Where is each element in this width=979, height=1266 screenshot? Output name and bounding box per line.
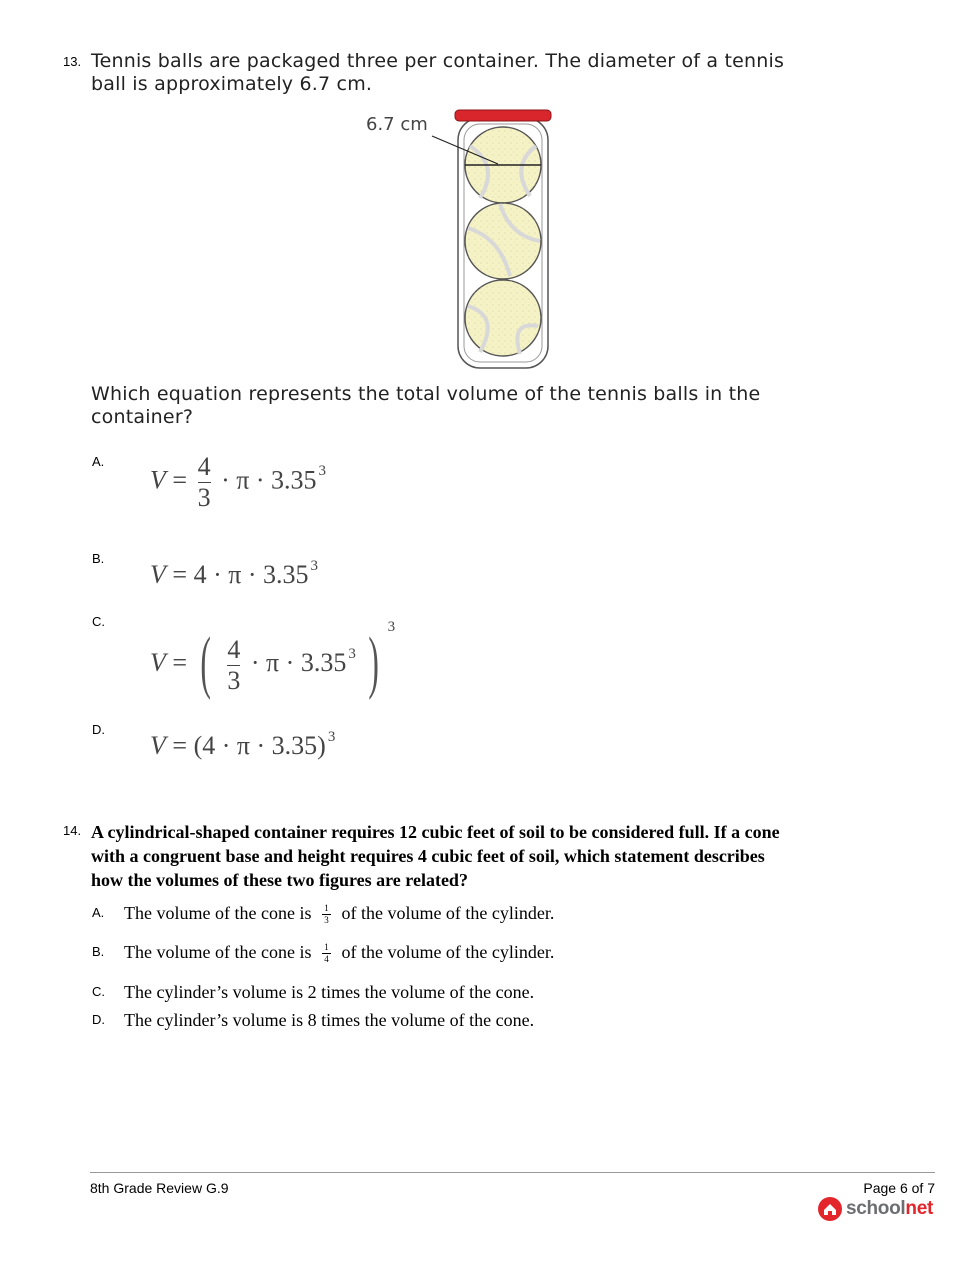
equals-sign: = [172, 560, 188, 589]
question-13-line-1: Tennis balls are packaged three per container. The diameter of a tennis [91, 50, 785, 72]
option-b-equation[interactable] [150, 560, 318, 590]
q14-option-c-label[interactable]: C. [92, 984, 105, 999]
question-number-13: 13. [63, 54, 82, 69]
question-13-prompt [91, 383, 760, 429]
tennis-ball-container-figure [360, 106, 560, 372]
question-number-14: 14. [63, 823, 82, 838]
tennis-ball-2 [465, 203, 541, 279]
outer-exponent: 3 [387, 619, 396, 635]
q14-option-b-label[interactable]: B. [92, 944, 105, 959]
fraction-numerator: 1 [324, 903, 329, 914]
q14-option-a-text[interactable] [124, 903, 554, 925]
variable-v: V [150, 465, 166, 495]
option-d-equation[interactable] [150, 731, 335, 761]
option-text-post: of the volume of the cylinder. [341, 942, 555, 962]
equation-rest: 4 · π · 3.35 [193, 560, 309, 589]
q14-option-d-label[interactable]: D. [92, 1012, 105, 1027]
variable-v: V [150, 560, 166, 589]
fraction-one-third [322, 904, 331, 925]
fraction-numerator: 4 [227, 634, 241, 664]
page-number: Page 6 of 7 [863, 1180, 935, 1196]
exponent: 3 [310, 558, 319, 574]
option-d-label[interactable]: D. [92, 722, 105, 737]
option-c-equation[interactable] [150, 619, 396, 703]
option-a-equation[interactable] [150, 454, 326, 511]
question-13-prompt-line-2: container? [91, 406, 194, 428]
exponent: 3 [318, 463, 327, 480]
fraction-denominator: 3 [197, 483, 211, 512]
equation-rest: · π · 3.35 [221, 465, 317, 495]
brand-net: net [905, 1198, 933, 1219]
question-13-stem [91, 50, 784, 96]
equals-sign: = [172, 731, 188, 760]
question-14-line-3: how the volumes of these two figures are related? [91, 870, 468, 890]
question-14-line-2: with a congruent base and height requires 4 cubic feet of soil, which statement describes [91, 846, 765, 866]
equals-sign: = [172, 648, 188, 677]
fraction-denominator: 3 [227, 665, 241, 695]
footer-divider [90, 1172, 935, 1173]
question-14-line-1: A cylindrical-shaped container requires 12 cubic feet of soil to be considered full. If a cone [91, 822, 780, 842]
option-b-label[interactable]: B. [92, 551, 105, 566]
equation-rest: · π · 3.35 [250, 648, 347, 677]
fraction-four-thirds [198, 454, 211, 511]
equation-rest: (4 · π · 3.35) [193, 731, 326, 760]
exponent: 3 [327, 729, 336, 745]
schoolnet-logo [817, 1196, 933, 1222]
right-paren: ) [368, 624, 380, 701]
option-text-pre: The volume of the cone is [124, 903, 312, 923]
question-14-stem [91, 820, 780, 892]
fraction-denominator: 3 [324, 915, 329, 926]
house-icon [817, 1196, 843, 1222]
variable-v: V [150, 648, 166, 677]
tennis-ball-3 [465, 280, 541, 356]
container-lid [455, 110, 551, 121]
q14-option-a-label[interactable]: A. [92, 905, 105, 920]
option-a-label[interactable]: A. [92, 454, 105, 469]
q14-option-c-text[interactable]: The cylinder’s volume is 2 times the volume of the cone. [124, 982, 535, 1002]
option-text-pre: The volume of the cone is [124, 942, 312, 962]
left-paren: ( [199, 624, 211, 701]
exponent: 3 [348, 646, 356, 662]
fraction-numerator: 1 [324, 942, 329, 953]
variable-v: V [150, 731, 166, 760]
q14-option-d-text[interactable]: The cylinder’s volume is 8 times the volume of the cone. [124, 1010, 535, 1030]
option-c-label[interactable]: C. [92, 614, 105, 629]
fraction-one-fourth [322, 943, 331, 964]
question-13-line-2: ball is approximately 6.7 cm. [91, 73, 373, 95]
footer-title: 8th Grade Review G.9 [90, 1180, 229, 1196]
brand-school: school [845, 1198, 906, 1219]
q14-option-b-text[interactable] [124, 942, 554, 964]
fraction-denominator: 4 [324, 954, 329, 965]
fraction-numerator: 4 [197, 452, 211, 481]
option-text-post: of the volume of the cylinder. [341, 903, 555, 923]
tennis-ball-1 [465, 127, 541, 203]
diameter-label: 6.7 cm [366, 114, 428, 135]
equals-sign: = [172, 465, 188, 495]
fraction-four-thirds [227, 634, 241, 695]
question-13-prompt-line-1: Which equation represents the total volume of the tennis balls in the [91, 383, 761, 405]
